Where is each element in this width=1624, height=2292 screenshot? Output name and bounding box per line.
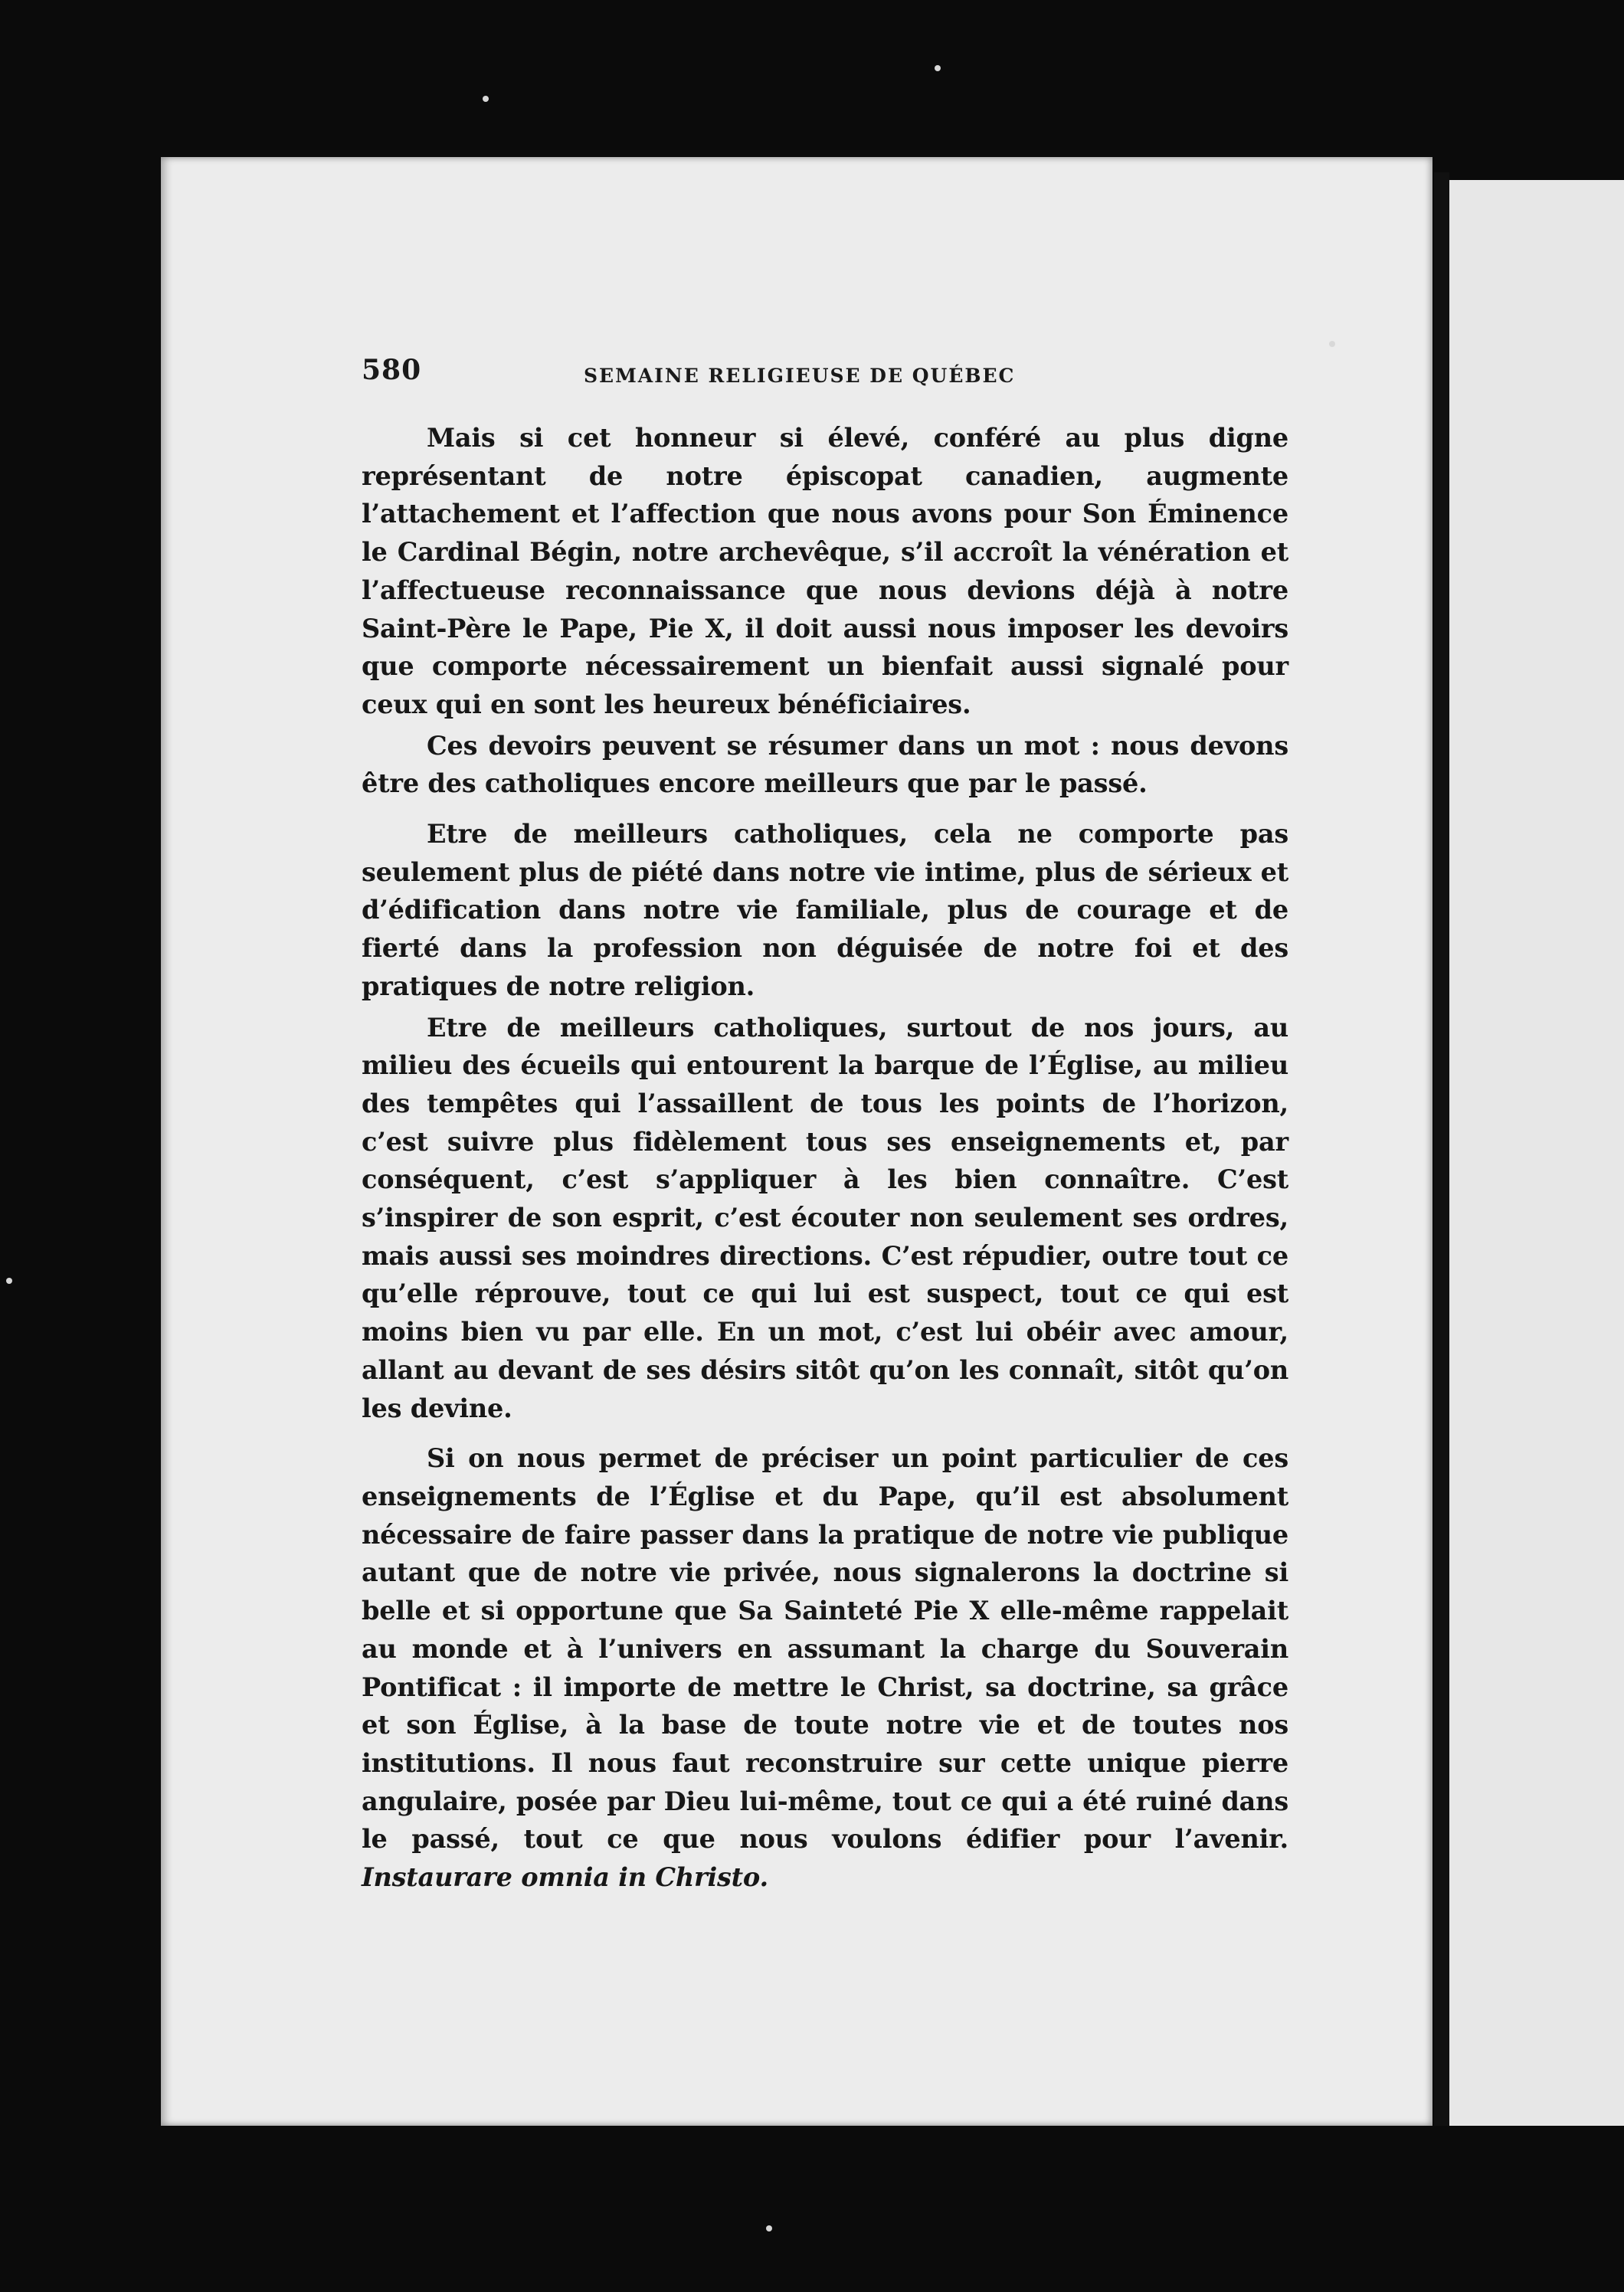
page-header	[362, 354, 1288, 400]
dust-speck	[6, 1278, 12, 1284]
page-gutter	[1434, 172, 1449, 2126]
facing-page-edge	[1449, 180, 1624, 2126]
page-body	[362, 419, 1288, 1897]
paragraph-5-text: Si on nous permet de préciser un point particulier de ces enseignements de l’Église et du Pape, qu’il est absolument nécessaire de faire passer dans la pratique de notre vie publique autant que de notre vie privée, nous signalerons la doctrine si belle et si opportune que Sa Sainteté Pie X elle-même rappelait au monde et à l’univers en assumant la charge du Souverain Pontificat : il importe de mettre le Christ, sa doctrine, sa grâce et son Église, à la base de toute notre vie et de toutes nos institutions. Il nous faut reconstruire sur cette unique pierre angulaire, posée par Dieu lui-même, tout ce qui a été ruiné dans le passé, tout ce que nous voulons édifier pour l’avenir.	[362, 1443, 1288, 1855]
dust-speck	[766, 2225, 772, 2231]
paragraph-2: Ces devoirs peuvent se résumer dans un mot : nous devons être des catholiques encore meilleurs que par le passé.	[362, 730, 1288, 799]
running-head: SEMAINE RELIGIEUSE DE QUÉBEC	[584, 365, 1016, 387]
paragraph-4: Etre de meilleurs catholiques, surtout de nos jours, au milieu des écueils qui entourent la barque de l’Église, au milieu des tempêtes qui l’assaillent de tous les points de l’horizon, c’est suivre plus fidèlement tous ses enseignements et, par conséquent, c’est s’appliquer à les bien connaître. C’est s’inspirer de son esprit, c’est écouter non seulement ses ordres, mais aussi ses moindres directions. C’est répudier, outre tout ce qu’elle réprouve, tout ce qui lui est suspect, tout ce qui est moins bien vu par elle. En un mot, c’est lui obéir avec amour, allant au devant de ses désirs sitôt qu’on les connaît, sitôt qu’on les devine.	[362, 1012, 1288, 1423]
page-number: 580	[362, 354, 422, 386]
latin-motto: Instaurare omnia in Christo.	[362, 1862, 768, 1893]
dust-speck	[1329, 341, 1335, 347]
paragraph-3: Etre de meilleurs catholiques, cela ne comporte pas seulement plus de piété dans notre vie intime, plus de sérieux et d’édification dans notre vie familiale, plus de courage et de fierté dans la profession non déguisée de notre foi et des pratiques de notre religion.	[362, 819, 1288, 1001]
paragraph-1: Mais si cet honneur si élevé, conféré au plus digne représentant de notre épiscopat canadien, augmente l’attachement et l’affection que nous avons pour Son Éminence le Cardinal Bégin, notre archevêque, s’il accroît la vénération et l’affectueuse reconnaissance que nous devions déjà à notre Saint-Père le Pape, Pie X, il doit aussi nous imposer les devoirs que comporte nécessairement un bienfait aussi signalé pour ceux qui en sont les heureux bénéficiaires.	[362, 423, 1288, 719]
paragraph-5	[362, 1439, 1288, 1896]
dust-speck	[935, 65, 941, 71]
dust-speck	[483, 96, 489, 102]
